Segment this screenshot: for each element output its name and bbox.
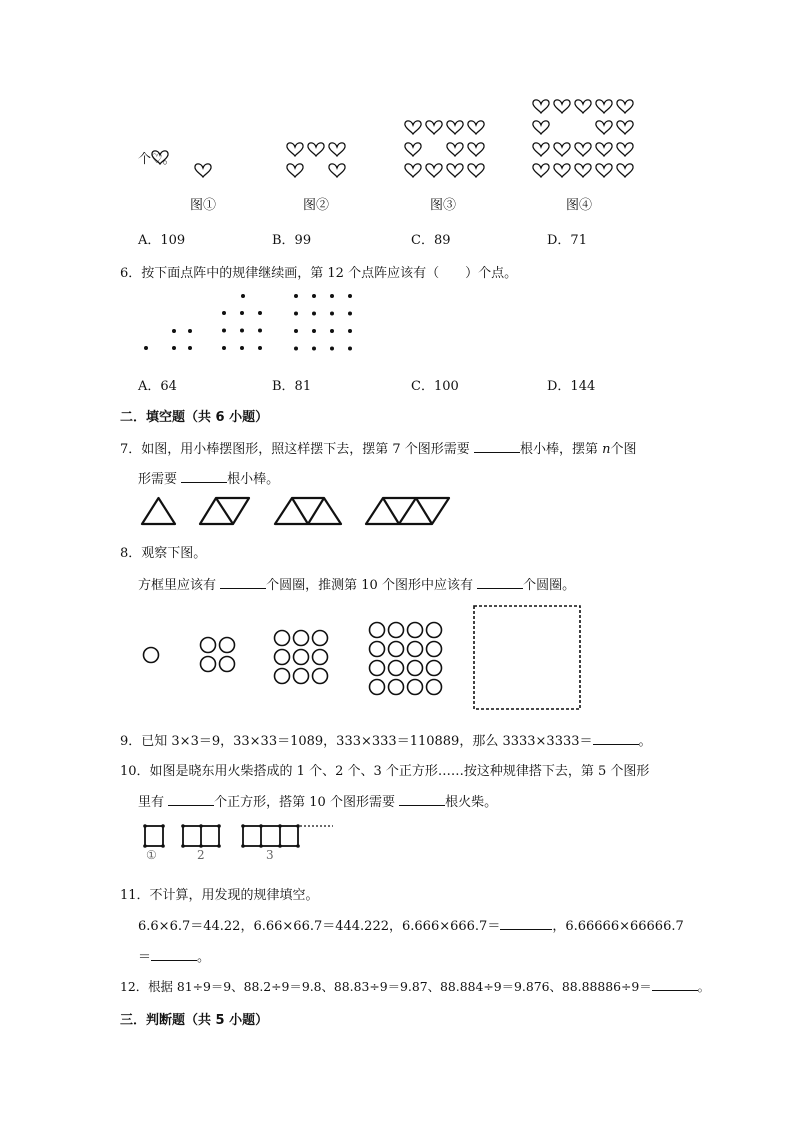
q12-text: 12．根据 81÷9＝9、88.2÷9＝9.8、88.83÷9＝9.87、88.884÷9＝9.876、88.88886÷9＝ <box>120 979 652 994</box>
q12-end: 。 <box>697 979 711 994</box>
q10-text-a: 里有 <box>138 795 165 810</box>
q10-fig-label-2: 2 <box>197 848 205 862</box>
q11-blank-1[interactable] <box>500 917 552 930</box>
q10-line-1: 10．如图是晓东用火柴搭成的 1 个、2 个、3 个正方形……按这种规律搭下去，第 5 个图形 <box>120 764 650 779</box>
section-3-heading: 三．判断题（共 5 小题） <box>120 1013 269 1028</box>
q7-text-d: 形需要 <box>138 472 178 487</box>
q5-fig-label-4: 图④ <box>566 198 593 213</box>
q12-blank[interactable] <box>652 978 698 991</box>
q7-text-b: 根小棒，摆第 <box>519 442 598 457</box>
q8-text-c: 个圆圈。 <box>523 578 576 593</box>
q8-line-1: 8．观察下图。 <box>120 546 207 561</box>
q10-fig-label-3: 3 <box>266 848 274 862</box>
q11-line-1: 11．不计算，用发现的规律填空。 <box>120 888 319 903</box>
q8-text-b: 个圆圈，推测第 10 个图形中应该有 <box>266 578 473 593</box>
q10-text-b: 个正方形，搭第 10 个图形需要 <box>214 795 395 810</box>
section-2-heading: 二．填空题（共 6 小题） <box>120 410 269 425</box>
q5-option-c: C．89 <box>411 233 451 248</box>
q5-fig-label-1: 图① <box>190 198 217 213</box>
q6-text: 6．按下面点阵中的规律继续画，第 12 个点阵应该有（ ）个点。 <box>120 266 518 281</box>
q12-line <box>120 977 710 995</box>
q6-option-a: A．64 <box>138 379 177 394</box>
q11-line-3 <box>138 946 210 965</box>
q11-line-2 <box>138 915 684 934</box>
q11-blank-2[interactable] <box>151 948 197 961</box>
q5-prefix: 个♡。 <box>138 152 176 167</box>
q6-option-d: D．144 <box>547 379 596 394</box>
q11-text-b: ，6.66666×66666.7 <box>552 919 684 934</box>
q7-text-c: 个图 <box>610 442 637 457</box>
q6-option-c: C．100 <box>411 379 459 394</box>
q9-end: 。 <box>638 734 652 749</box>
q5-option-b: B．99 <box>272 233 312 248</box>
q7-text-e: 根小棒。 <box>227 472 280 487</box>
q5-option-d: D．71 <box>547 233 587 248</box>
q7-variable-n: n <box>602 442 611 457</box>
q11-text-c: ＝ <box>138 950 152 965</box>
q9-text: 9．已知 3×3＝9，33×33＝1089，333×333＝110889，那么 3333×3333＝ <box>120 734 593 749</box>
q8-text-a: 方框里应该有 <box>138 578 217 593</box>
q11-text-a: 6.6×6.7＝44.22，6.66×66.7＝444.222，6.666×666.7＝ <box>138 919 501 934</box>
q7-text-a: 7．如图，用小棒摆图形，照这样摆下去，摆第 7 个图形需要 <box>120 442 470 457</box>
q5-fig-label-2: 图② <box>303 198 330 213</box>
q5-option-a: A．109 <box>138 233 186 248</box>
q10-fig-label-1: ① <box>146 848 157 862</box>
q10-text-c: 根火柴。 <box>445 795 498 810</box>
q5-fig-label-3: 图③ <box>430 198 457 213</box>
q11-text-d: 。 <box>197 950 211 965</box>
q6-option-b: B．81 <box>272 379 312 394</box>
